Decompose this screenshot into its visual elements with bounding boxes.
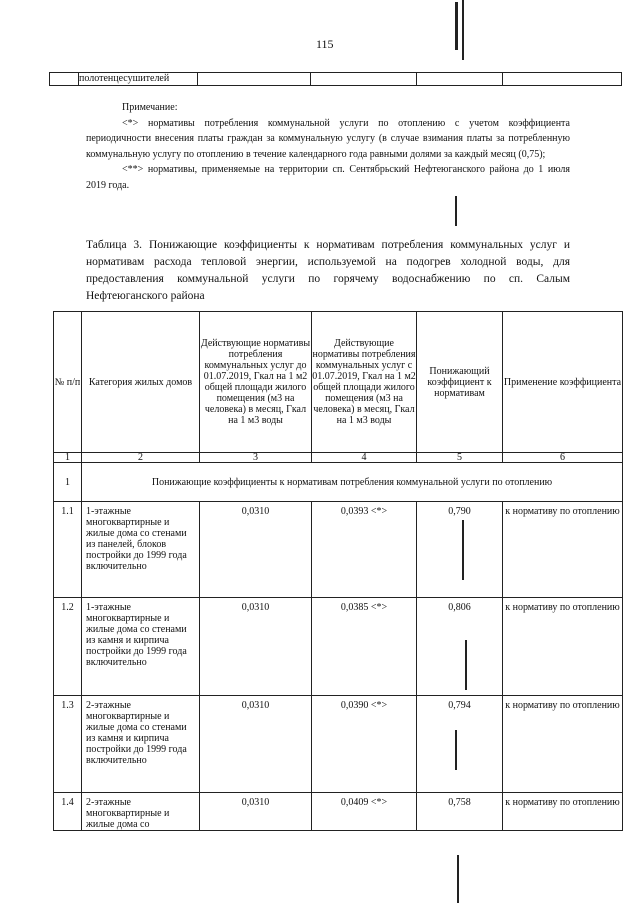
row-coefficient: 0,758	[417, 793, 503, 831]
row-application: к нормативу по отоплению	[503, 502, 623, 598]
row-norm-after: 0,0409 <*>	[312, 793, 417, 831]
col-index: 4	[312, 453, 417, 463]
section-num: 1	[54, 463, 82, 502]
coefficients-table	[53, 311, 623, 831]
section-row	[54, 463, 623, 502]
row-application: к нормативу по отоплению	[503, 696, 623, 793]
row-category: 1-этажные многоквартирные и жилые дома со стенами из камня и кирпича постройки до 1999 года включительно	[82, 598, 200, 696]
row-num: 1.2	[54, 598, 82, 696]
table-row	[54, 696, 623, 793]
row-norm-after: 0,0390 <*>	[312, 696, 417, 793]
row-coefficient: 0,794	[417, 696, 503, 793]
col-index: 5	[417, 453, 503, 463]
table-title: Таблица 3. Понижающие коэффициенты к нормативам потребления коммунальных услуг и нормативам расхода тепловой энергии, используемой на подогрев холодной воды, для предоставления коммунальной услуги по горячему водоснабжению по сп. Салым Нефтеюганского района	[86, 239, 570, 302]
scan-artifact	[455, 2, 458, 50]
row-application: к нормативу по отоплению	[503, 598, 623, 696]
section-title: Понижающие коэффициенты к нормативам потребления коммунальной услуги по отоплению	[82, 463, 623, 502]
note-2: <**> нормативы, применяемые на территории сп. Сентябрьский Нефтеюганского района до 1 июля 2019 года.	[86, 164, 570, 191]
scan-artifact	[457, 855, 459, 903]
header-norm-before: Действующие нормативы потребления коммунальных услуг до 01.07.2019, Гкал на 1 м2 общей площади жилого помещения (м3 на человека) в месяц, Гкал на 1 м3 воды	[200, 312, 312, 453]
scan-artifact	[462, 0, 464, 60]
row-norm-after: 0,0385 <*>	[312, 598, 417, 696]
col-index: 6	[503, 453, 623, 463]
row-category: 2-этажные многоквартирные и жилые дома со стенами из камня и кирпича постройки до 1999 года включительно	[82, 696, 200, 793]
row-norm-before: 0,0310	[200, 696, 312, 793]
previous-table-fragment	[49, 72, 622, 86]
row-application: к нормативу по отоплению	[503, 793, 623, 831]
notes-block	[86, 100, 570, 193]
row-norm-before: 0,0310	[200, 793, 312, 831]
header-category: Категория жилых домов	[82, 312, 200, 453]
header-coefficient: Понижающий коэффициент к нормативам	[417, 312, 503, 453]
prev-row-category: полотенцесушителей	[79, 73, 198, 86]
row-coefficient: 0,806	[417, 598, 503, 696]
table-row	[54, 598, 623, 696]
row-coefficient: 0,790	[417, 502, 503, 598]
row-norm-before: 0,0310	[200, 598, 312, 696]
col-index: 3	[200, 453, 312, 463]
scan-artifact	[455, 196, 457, 226]
header-application: Применение коэффициента	[503, 312, 623, 453]
row-num: 1.3	[54, 696, 82, 793]
row-norm-after: 0,0393 <*>	[312, 502, 417, 598]
row-num: 1.1	[54, 502, 82, 598]
page-number: 115	[316, 37, 334, 51]
table-row	[54, 793, 623, 831]
row-category: 1-этажные многоквартирные и жилые дома со стенами из панелей, блоков постройки до 1999 года включительно	[82, 502, 200, 598]
row-category: 2-этажные многоквартирные и жилые дома со	[82, 793, 200, 831]
row-num: 1.4	[54, 793, 82, 831]
header-num: № п/п	[54, 312, 82, 453]
col-index: 2	[82, 453, 200, 463]
column-index-row	[54, 453, 623, 463]
note-1: <*> нормативы потребления коммунальной услуги по отоплению с учетом коэффициента периодичности внесения платы граждан за коммунальную услугу (в случае взимания платы за потребленную коммунальную услугу по отоплению в течение календарного года равными долями за каждый месяц (0,75);	[86, 117, 570, 160]
header-norm-after: Действующие нормативы потребления коммунальных услуг с 01.07.2019, Гкал на 1 м2 общей площади жилого помещения (м3 на человека) в месяц, Гкал на 1 м3 воды	[312, 312, 417, 453]
notes-heading: Примечание:	[122, 102, 178, 113]
table-row	[54, 502, 623, 598]
col-index: 1	[54, 453, 82, 463]
row-norm-before: 0,0310	[200, 502, 312, 598]
table-header-row	[54, 312, 623, 453]
